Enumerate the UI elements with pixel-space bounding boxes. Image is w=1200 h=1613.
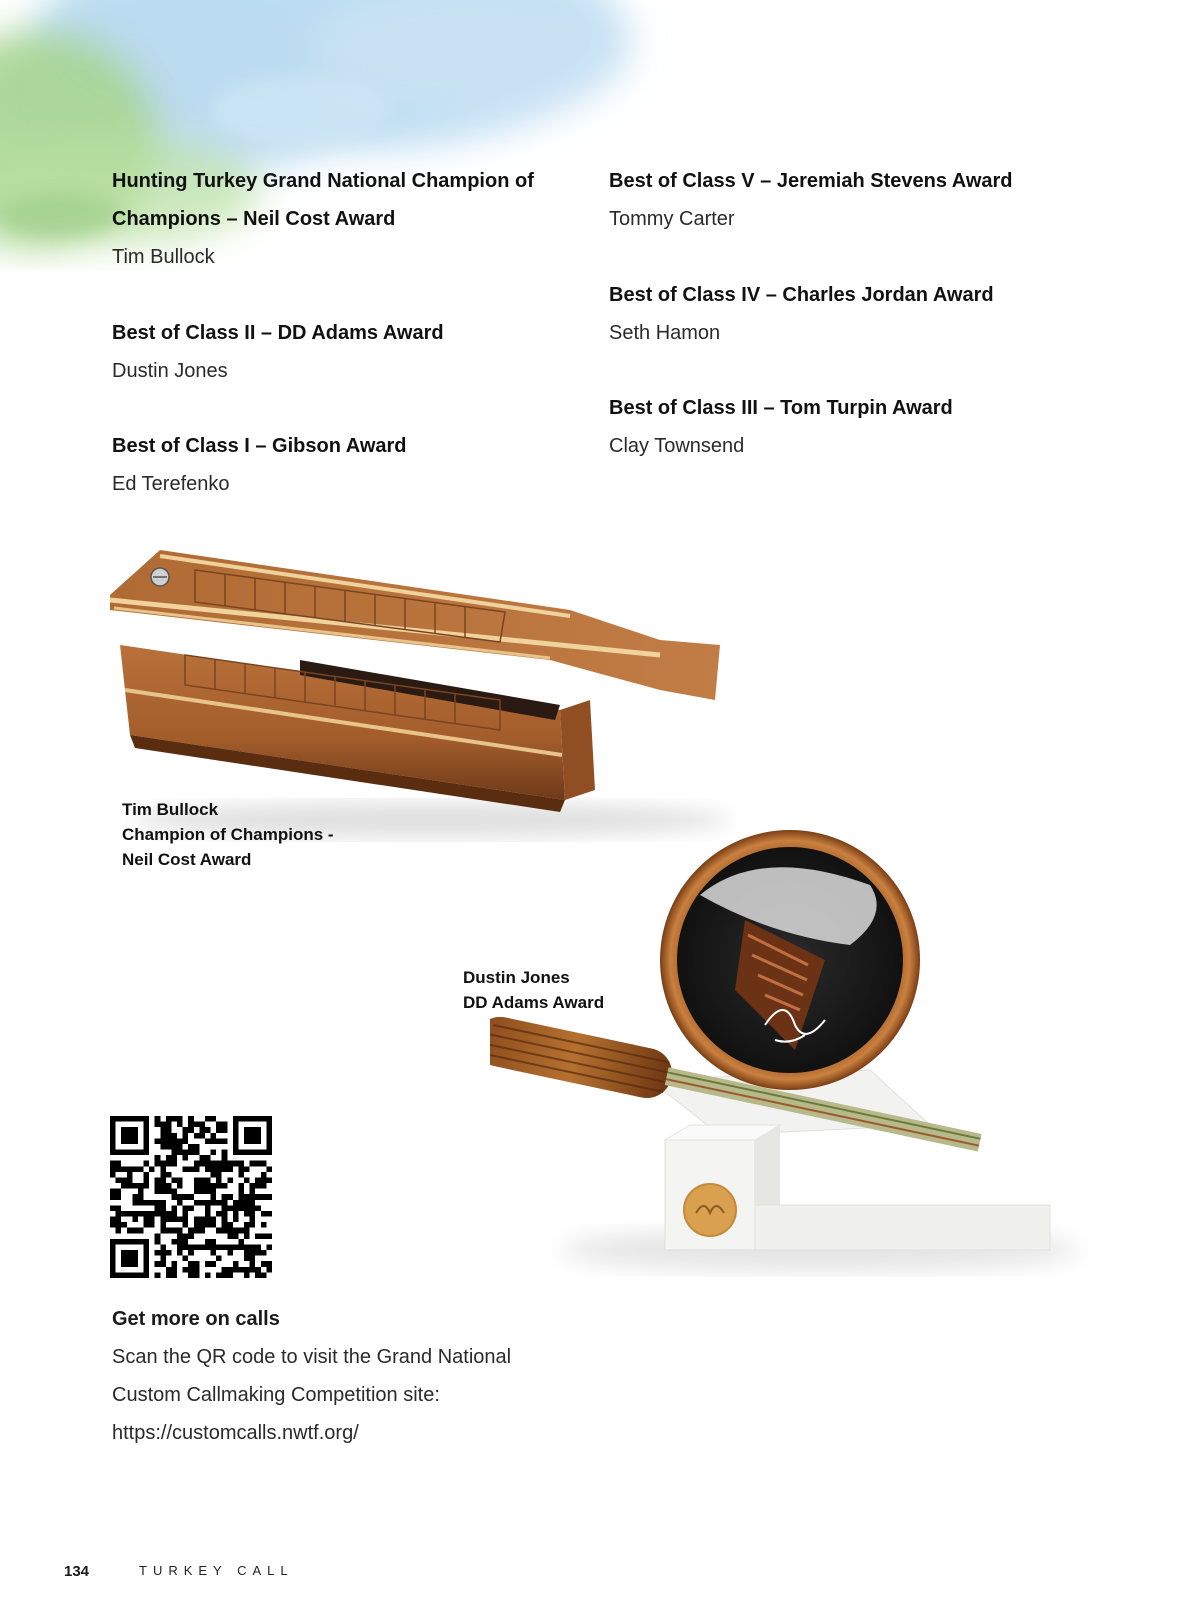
more-text-line: Custom Callmaking Competition site:	[112, 1384, 440, 1406]
award-best-of-class-i	[112, 427, 582, 503]
award-title: Best of Class II – DD Adams Award	[112, 322, 444, 344]
page-number: 134	[64, 1563, 90, 1580]
award-title-line: Hunting Turkey Grand National Champion of	[112, 170, 534, 192]
qr-code[interactable]	[110, 1116, 272, 1278]
pot-call-photo	[490, 825, 1090, 1285]
page-footer	[64, 1563, 294, 1580]
caption-line: Tim Bullock	[122, 800, 219, 819]
more-info-section	[112, 1300, 632, 1452]
box-call-caption	[122, 797, 334, 872]
award-winner: Dustin Jones	[112, 360, 228, 382]
award-winner: Ed Terefenko	[112, 473, 230, 495]
award-best-of-class-ii	[112, 314, 582, 390]
magazine-name: TURKEY CALL	[139, 1563, 294, 1578]
caption-line: Dustin Jones	[463, 968, 570, 987]
award-best-of-class-iii	[609, 389, 1079, 465]
caption-line: DD Adams Award	[463, 993, 605, 1012]
award-title: Best of Class III – Tom Turpin Award	[609, 397, 953, 419]
more-text-line: Scan the QR code to visit the Grand National	[112, 1346, 512, 1368]
award-champion-of-champions	[112, 162, 582, 276]
award-best-of-class-iv	[609, 276, 1079, 352]
more-heading: Get more on calls	[112, 1308, 280, 1330]
site-link[interactable]: https://customcalls.nwtf.org/	[112, 1422, 359, 1444]
caption-line: Champion of Champions -	[122, 825, 334, 844]
caption-line: Neil Cost Award	[122, 850, 252, 869]
award-winner: Tim Bullock	[112, 246, 215, 268]
award-best-of-class-v	[609, 162, 1079, 238]
award-title: Best of Class I – Gibson Award	[112, 435, 407, 457]
award-winner: Seth Hamon	[609, 322, 721, 344]
nwtf-logo-icon	[684, 1184, 736, 1236]
award-title: Best of Class V – Jeremiah Stevens Award	[609, 170, 1013, 192]
award-winner: Clay Townsend	[609, 435, 745, 457]
award-title-line: Champions – Neil Cost Award	[112, 208, 396, 230]
award-title: Best of Class IV – Charles Jordan Award	[609, 284, 994, 306]
pot-call-caption	[463, 965, 604, 1015]
award-winner: Tommy Carter	[609, 208, 735, 230]
